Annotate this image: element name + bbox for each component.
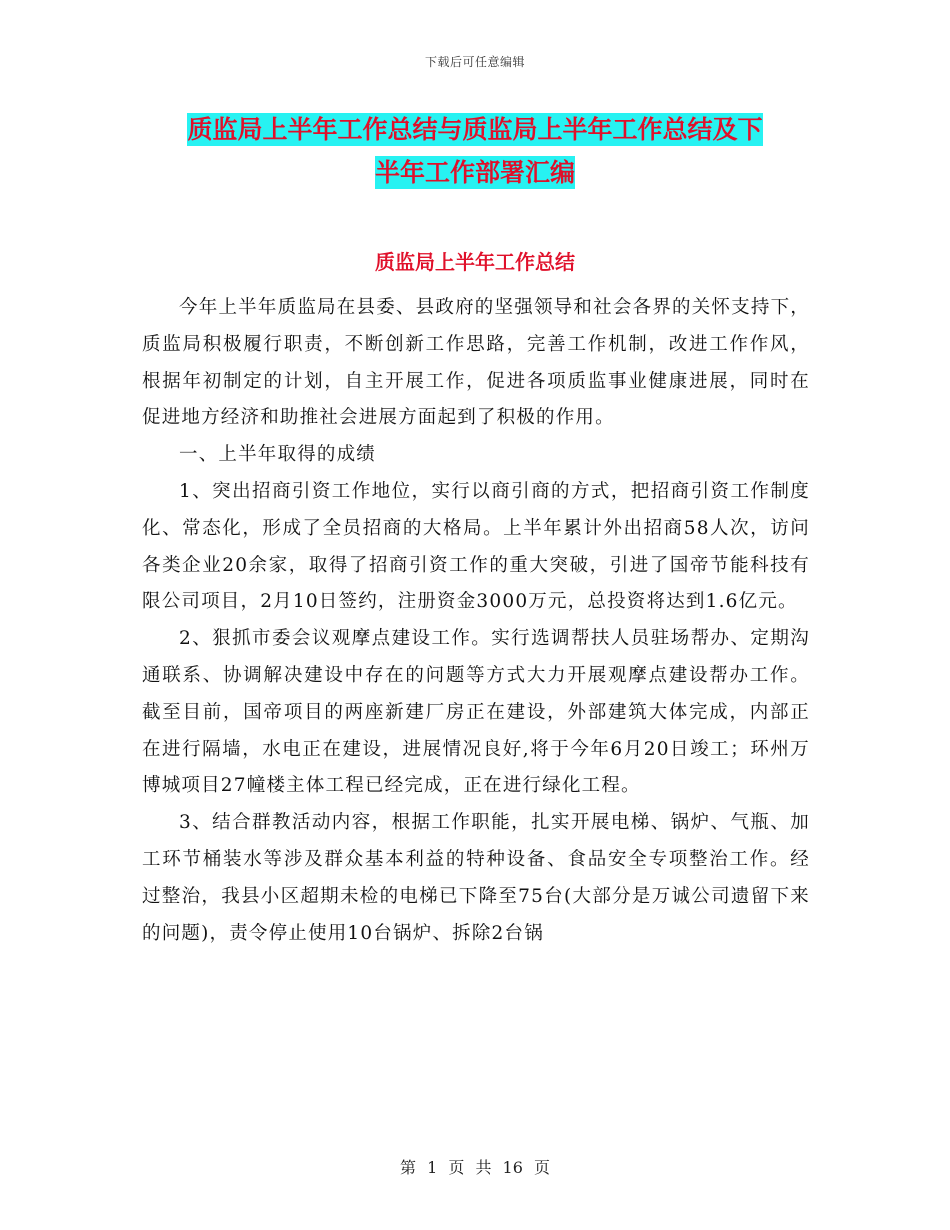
paragraph-heading-achievements: 一、上半年取得的成绩: [179, 444, 377, 466]
paragraph-intro: 今年上半年质监局在县委、县政府的坚强领导和社会各界的关怀支持下，质监局积极履行职责，不断创新工作思路，完善工作机制，改进工作作风，根据年初制定的计划，自主开展工作，促进各项质监事业健康进展，同时在促进地方经济和助推社会进展方面起到了积极的作用。: [142, 297, 810, 429]
document-title: [150, 108, 800, 194]
section-title: 质监局上半年工作总结: [375, 250, 575, 274]
paragraph-item-2: 2、狠抓市委会议观摩点建设工作。实行选调帮扶人员驻场帮办、定期沟通联系、协调解决建设中存在的问题等方式大力开展观摩点建设帮办工作。截至目前，国帝项目的两座新建厂房正在建设，外部建筑大体完成，内部正在进行隔墙，水电正在建设，进展情况良好,将于今年6月20日竣工；环州万博城项目27幢楼主体工程已经完成，正在进行绿化工程。: [142, 628, 810, 797]
paragraph-item-1: 1、突出招商引资工作地位，实行以商引商的方式，把招商引资工作制度化、常态化，形成了全员招商的大格局。上半年累计外出招商58人次，访问各类企业20余家，取得了招商引资工作的重大突破，引进了国帝节能科技有限公司项目，2月10日签约，注册资金3000万元，总投资将达到1.6亿元。: [142, 480, 810, 613]
body-text: [142, 290, 810, 952]
document-title-line-1: 质监局上半年工作总结与质监局上半年工作总结及下: [187, 115, 763, 144]
page-footer: 第 1 页 共 16 页: [400, 1158, 550, 1177]
header-note: 下载后可任意编辑: [424, 55, 525, 69]
paragraph-item-3: 3、结合群教活动内容，根据工作职能，扎实开展电梯、锅炉、气瓶、加工环节桶装水等涉及群众基本利益的特种设备、食品安全专项整治工作。经过整治，我县小区超期未检的电梯已下降至75台(大部分是万诚公司遗留下来的问题)，责令停止使用10台锅炉、拆除2台锅: [142, 812, 810, 944]
document-title-line-2: 半年工作部署汇编: [374, 158, 575, 187]
